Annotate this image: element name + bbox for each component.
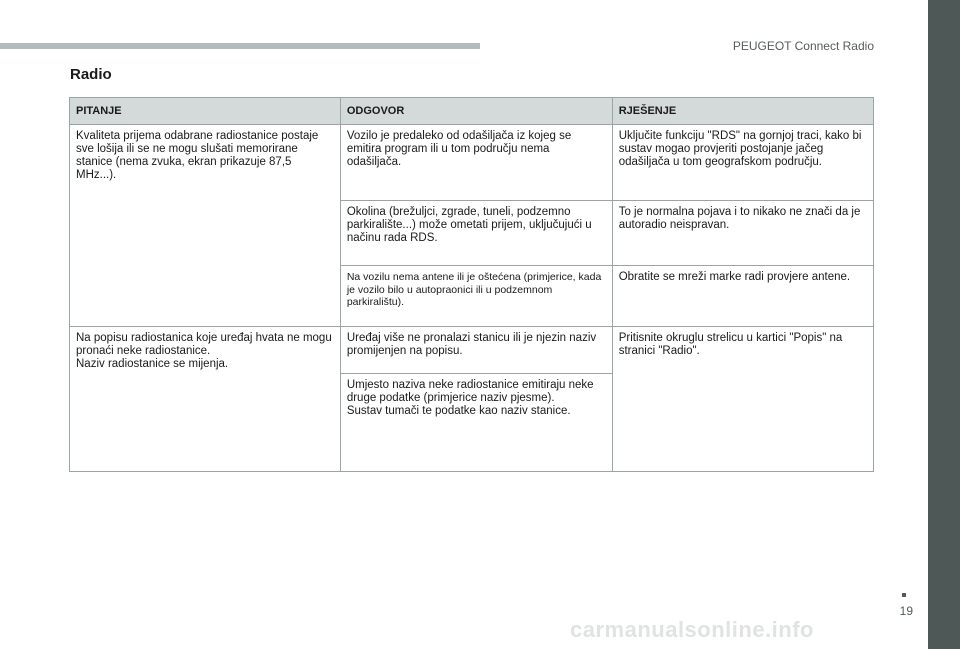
table-row bbox=[70, 327, 874, 374]
header-rule bbox=[0, 43, 480, 49]
solution-cell: To je normalna pojava i to nikako ne znači da je autoradio neispravan. bbox=[612, 201, 873, 266]
table-header-row bbox=[70, 98, 874, 125]
side-bar bbox=[928, 0, 960, 649]
column-header-answer: ODGOVOR bbox=[340, 98, 612, 125]
solution-cell: Obratite se mreži marke radi provjere antene. bbox=[612, 266, 873, 327]
page-marker bbox=[902, 593, 906, 597]
faq-table bbox=[69, 97, 874, 472]
watermark: carmanualsonline.info bbox=[570, 617, 814, 642]
answer-cell: Uređaj više ne pronalazi stanicu ili je njezin naziv promijenjen na popisu. bbox=[340, 327, 612, 374]
column-header-question: PITANJE bbox=[70, 98, 341, 125]
section-title: Radio bbox=[70, 66, 112, 83]
question-cell: Kvaliteta prijema odabrane radiostanice postaje sve lošija ili se ne mogu slušati memorirane stanice (nema zvuka, ekran prikazuje 87,5 MHz...). bbox=[70, 125, 341, 327]
solution-cell: Uključite funkciju "RDS" na gornjoj traci, kako bi sustav mogao provjeriti postojanje jačeg odašiljača u tom geografskom području. bbox=[612, 125, 873, 201]
answer-cell: Na vozilu nema antene ili je oštećena (primjerice, kada je vozilo bilo u autopraonici ili u podzemnom parkiralištu). bbox=[340, 266, 612, 327]
page-number: 19 bbox=[899, 604, 913, 618]
column-header-solution: RJEŠENJE bbox=[612, 98, 873, 125]
table-row bbox=[70, 125, 874, 201]
answer-cell: Umjesto naziva neke radiostanice emitiraju neke druge podatke (primjerice naziv pjesme). Sustav tumači te podatke kao naziv stanice. bbox=[340, 374, 612, 472]
answer-cell: Vozilo je predaleko od odašiljača iz kojeg se emitira program ili u tom području nema odašiljača. bbox=[340, 125, 612, 201]
answer-cell: Okolina (brežuljci, zgrade, tuneli, podzemno parkiralište...) može ometati prijem, uključujući u načinu rada RDS. bbox=[340, 201, 612, 266]
solution-cell: Pritisnite okruglu strelicu u kartici "Popis" na stranici "Radio". bbox=[612, 327, 873, 472]
header-title: PEUGEOT Connect Radio bbox=[732, 39, 874, 53]
question-cell: Na popisu radiostanica koje uređaj hvata ne mogu pronaći neke radiostanice. Naziv radiostanice se mijenja. bbox=[70, 327, 341, 472]
